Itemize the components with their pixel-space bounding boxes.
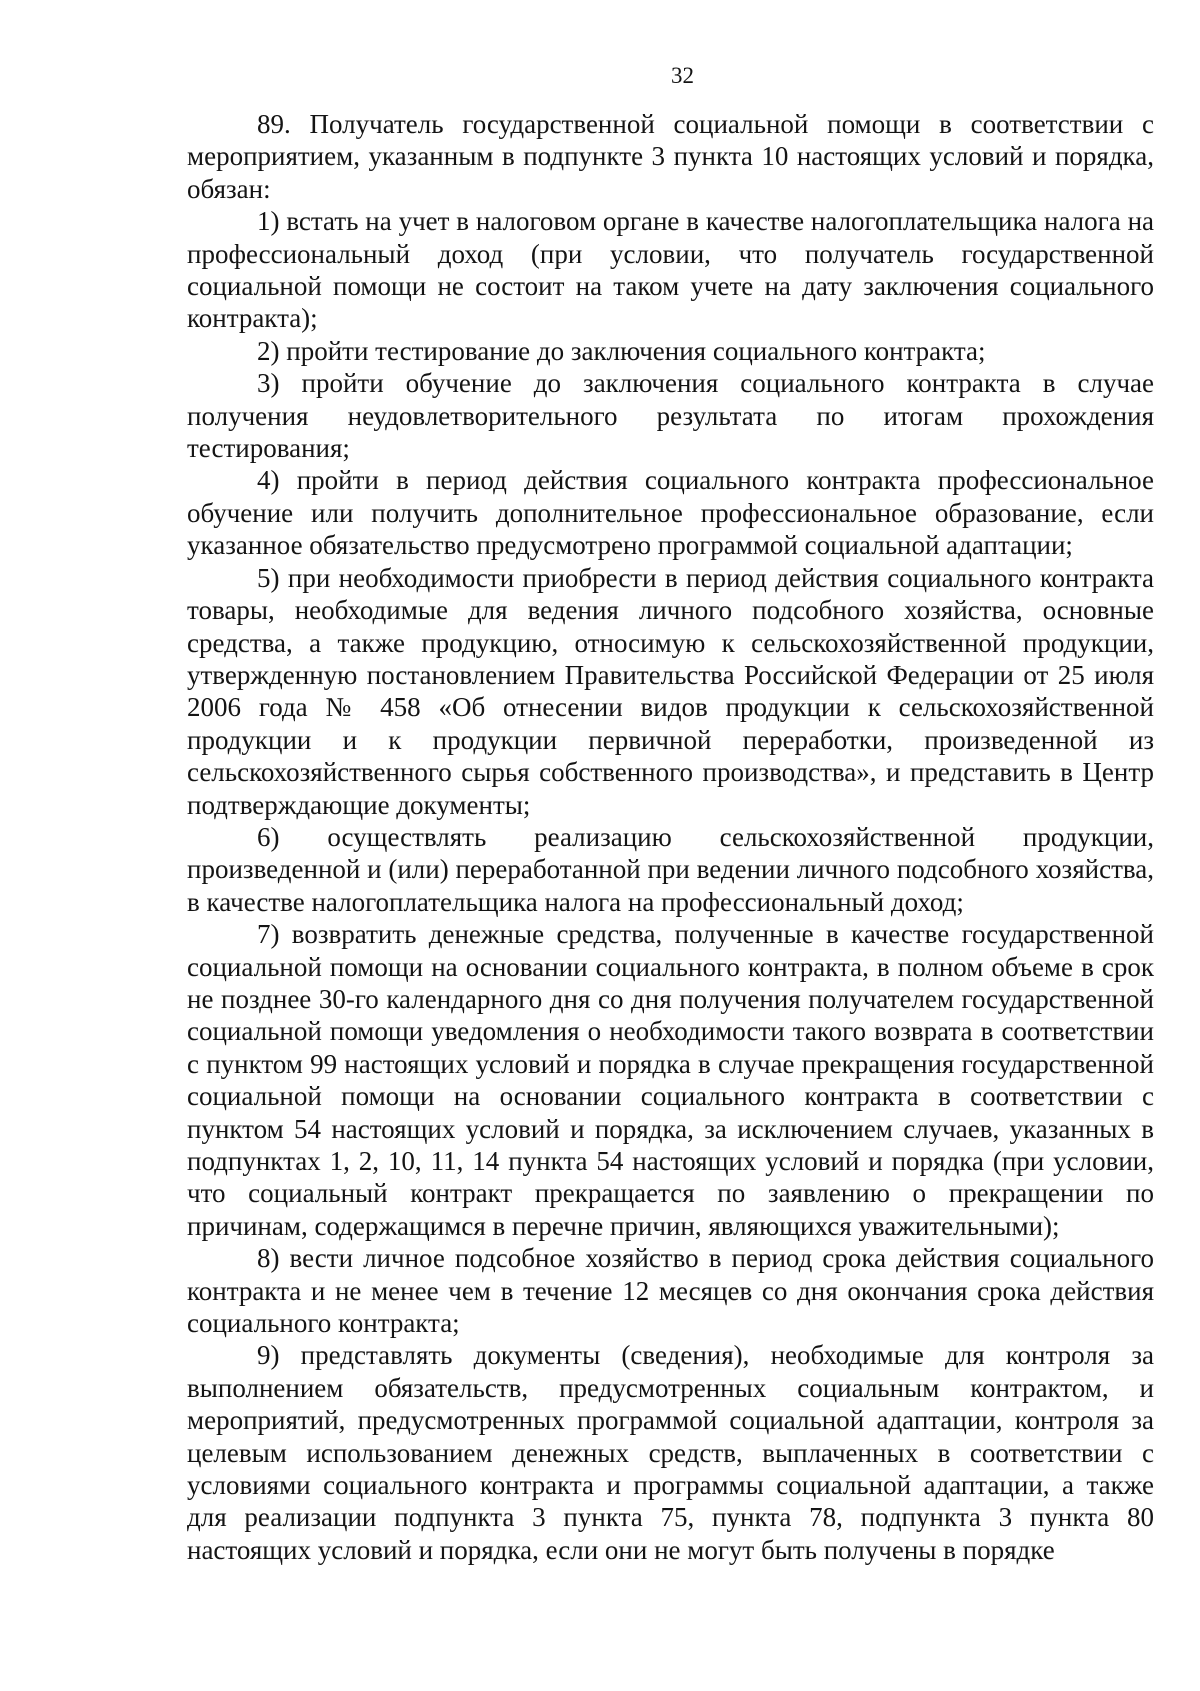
list-item-8: 8) вести личное подсобное хозяйство в период срока действия социального контракта и не менее чем в течение 12 месяцев со дня окончания срока действия социального контракта;: [187, 1243, 1154, 1339]
list-item-2: 2) пройти тестирование до заключения социального контракта;: [257, 335, 986, 366]
list-item-1: 1) встать на учет в налоговом органе в качестве налогоплательщика налога на профессиональный доход (при условии, что получатель государственной социальной помощи не состоит на таком учете на дату заключения социального контракта);: [187, 206, 1154, 334]
paragraph-89: 89. Получатель государственной социальной помощи в соответствии с мероприятием, указанным в подпункте 3 пункта 10 настоящих условий и порядка, обязан:: [187, 109, 1154, 204]
list-item-5: 5) при необходимости приобрести в период действия социального контракта товары, необходимые для ведения личного подсобного хозяйства, основные средства, а также продукцию, относимую к сельскохозяйственной продукции, утвержденную постановлением Правительства Российской Федерации от 25 июля 2006 года № 458 «Об отнесении видов продукции к сельскохозяйственной продукции и к продукции первичной переработки, произведенной из сельскохозяйственного сырья собственного производства», и представить в Центр подтверждающие документы;: [187, 562, 1154, 820]
document-body: [187, 108, 1154, 1566]
list-item-7: 7) возвратить денежные средства, полученные в качестве государственной социальной помощи на основании социального контракта, в полном объеме в срок не позднее 30-го календарного дня со дня получения получателем государственной социальной помощи уведомления о необходимости такого возврата в соответствии с пунктом 99 настоящих условий и порядка в случае прекращения государственной социальной помощи на основании социального контракта в соответствии с пунктом 54 настоящих условий и порядка, за исключением случаев, указанных в подпунктах 1, 2, 10, 11, 14 пункта 54 настоящих условий и порядка (при условии, что социальный контракт прекращается по заявлению о прекращении по причинам, содержащимся в перечне причин, являющихся уважительными);: [187, 919, 1154, 1241]
list-item-9: 9) представлять документы (сведения), необходимые для контроля за выполнением обязательств, предусмотренных социальным контрактом, и мероприятий, предусмотренных программой социальной адаптации, контроля за целевым использованием денежных средств, выплаченных в соответствии с условиями социального контракта и программы социальной адаптации, а также для реализации подпункта 3 пункта 75, пункта 78, подпункта 3 пункта 80 настоящих условий и порядка, если они не могут быть получены в порядке: [187, 1340, 1154, 1565]
list-item-3: 3) пройти обучение до заключения социального контракта в случае получения неудовлетворительного результата по итогам прохождения тестирования;: [187, 368, 1154, 464]
list-item-6: 6) осуществлять реализацию сельскохозяйственной продукции, произведенной и (или) переработанной при ведении личного подсобного хозяйства, в качестве налогоплательщика налога на профессиональный доход;: [187, 821, 1154, 917]
page-number: 32: [671, 63, 694, 88]
list-item-4: 4) пройти в период действия социального контракта профессиональное обучение или получить дополнительное профессиональное образование, если указанное обязательство предусмотрено программой социальной адаптации;: [187, 465, 1154, 561]
